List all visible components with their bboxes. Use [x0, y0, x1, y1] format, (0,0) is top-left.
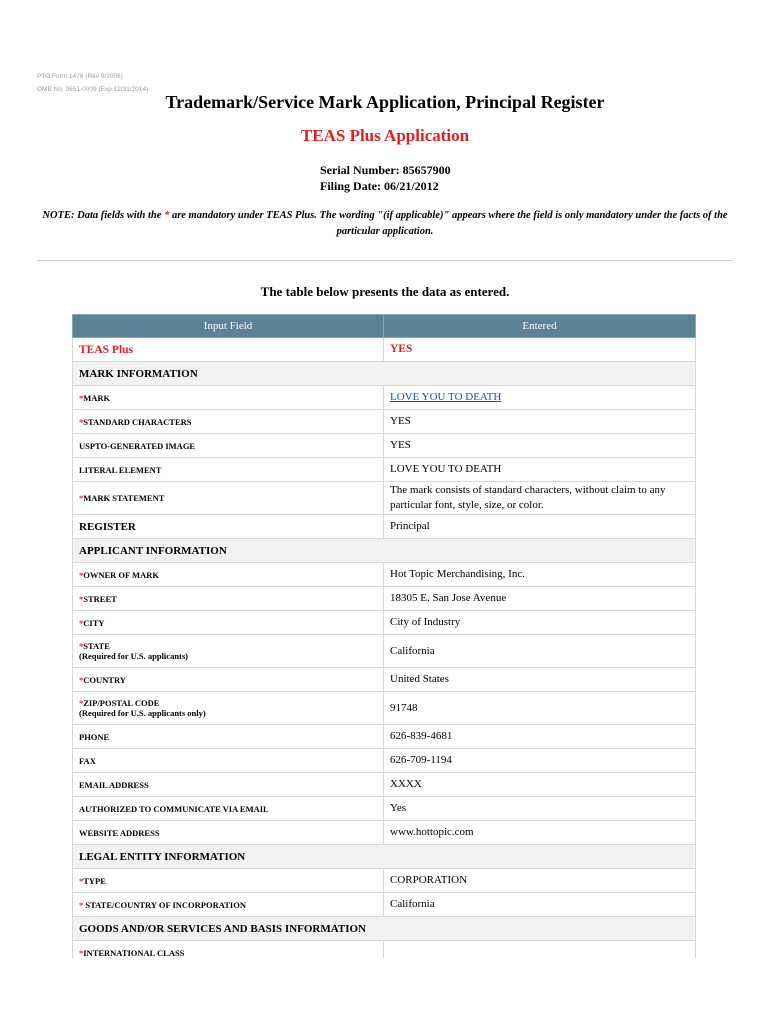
field-label-text: CITY [83, 617, 105, 628]
field-label [73, 410, 384, 434]
field-value [384, 386, 696, 410]
field-label-text: OWNER OF MARK [83, 569, 159, 580]
column-header-input-field: Input Field [73, 315, 384, 338]
field-label [73, 635, 384, 668]
field-label-text: STREET [83, 593, 117, 604]
required-star: * [79, 875, 84, 886]
application-data-table [72, 314, 696, 965]
table-row [73, 749, 696, 773]
section-title: LEGAL ENTITY INFORMATION [73, 845, 696, 869]
field-label [73, 386, 384, 410]
table-row [73, 611, 696, 635]
field-label: LITERAL ELEMENT [73, 458, 384, 482]
field-value: 18305 E. San Jose Avenue [384, 587, 696, 611]
table-row [73, 893, 696, 917]
table-row [73, 482, 696, 515]
table-row [73, 797, 696, 821]
field-value: YES [384, 410, 696, 434]
field-value: 626-839-4681 [384, 725, 696, 749]
table-row [73, 668, 696, 692]
field-label-text: INTERNATIONAL CLASS [83, 947, 185, 958]
table-row [73, 338, 696, 362]
field-value: LOVE YOU TO DEATH [384, 458, 696, 482]
divider [37, 260, 733, 261]
table-row [73, 773, 696, 797]
field-value: California [384, 635, 696, 668]
required-star: * [79, 674, 84, 685]
note-suffix: are mandatory under TEAS Plus. The wording "(if applicable)" appears where the field is only mandatory under the facts of the particular application. [169, 210, 728, 237]
section-mark-information [73, 362, 696, 386]
field-value: www.hottopic.com [384, 821, 696, 845]
field-value: City of Industry [384, 611, 696, 635]
field-value: Yes [384, 797, 696, 821]
note-star: * [164, 210, 170, 221]
field-sublabel: (Required for U.S. applicants) [79, 651, 189, 661]
field-label-text: STANDARD CHARACTERS [83, 416, 192, 427]
field-label [73, 482, 384, 515]
field-label-text: MARK [83, 392, 111, 403]
field-value: CORPORATION [384, 869, 696, 893]
column-header-entered: Entered [384, 315, 696, 338]
section-title: MARK INFORMATION [73, 362, 696, 386]
field-label [73, 587, 384, 611]
field-label [73, 869, 384, 893]
field-sublabel: (Required for U.S. applicants only) [79, 708, 206, 718]
omb-number: OMB No. 0651-0009 (Exp 12/31/2014) [37, 86, 149, 93]
teas-plus-value: YES [384, 338, 696, 362]
required-star: * [79, 493, 84, 503]
field-value: Principal [384, 515, 696, 539]
required-star: * [79, 392, 84, 403]
field-label: FAX [73, 749, 384, 773]
table-row [73, 515, 696, 539]
mark-link[interactable]: LOVE YOU TO DEATH [390, 391, 502, 403]
filing-date: Filing Date: 06/21/2012 [320, 179, 439, 193]
note-prefix: NOTE: Data fields with the [42, 210, 165, 221]
table-row [73, 458, 696, 482]
required-star: * [79, 569, 84, 580]
field-label [73, 668, 384, 692]
section-title: APPLICANT INFORMATION [73, 539, 696, 563]
teas-plus-label: TEAS Plus [73, 338, 384, 362]
field-label: AUTHORIZED TO COMMUNICATE VIA EMAIL [73, 797, 384, 821]
field-label: REGISTER [73, 515, 384, 539]
table-row [73, 563, 696, 587]
table-row [73, 434, 696, 458]
section-applicant-information [73, 539, 696, 563]
field-label-text: STATE/COUNTRY OF INCORPORATION [83, 899, 246, 910]
field-label-text: TYPE [83, 875, 106, 886]
required-star: * [79, 593, 84, 604]
table-row [73, 821, 696, 845]
serial-number: Serial Number: 85657900 [320, 163, 451, 177]
table-row [73, 410, 696, 434]
section-goods-services-information [73, 917, 696, 941]
field-label-text: STATE [83, 641, 110, 651]
field-value: Hot Topic Merchandising, Inc. [384, 563, 696, 587]
form-number: PTO Form 1478 (Rev 9/2006) [37, 73, 123, 80]
field-label [73, 893, 384, 917]
required-star: * [79, 416, 84, 427]
field-value: The mark consists of standard characters, without claim to any particular font, style, size, or color. [384, 482, 696, 515]
field-label-text: ZIP/POSTAL CODE [83, 698, 160, 708]
field-value: California [384, 893, 696, 917]
table-row [73, 635, 696, 668]
table-caption: The table below presents the data as entered. [260, 284, 510, 299]
field-value: United States [384, 668, 696, 692]
page-subtitle: TEAS Plus Application [300, 126, 470, 145]
required-star: * [79, 617, 84, 628]
required-star: * [79, 899, 84, 910]
field-value: 91748 [384, 692, 696, 725]
required-star: * [79, 641, 84, 651]
field-label [73, 692, 384, 725]
required-star: * [79, 698, 84, 708]
field-value: 626-709-1194 [384, 749, 696, 773]
field-label-text: COUNTRY [83, 674, 126, 685]
table-row [73, 386, 696, 410]
table-row [73, 869, 696, 893]
field-label: WEBSITE ADDRESS [73, 821, 384, 845]
page-cutoff [72, 958, 696, 1024]
field-label: PHONE [73, 725, 384, 749]
serial-block [320, 162, 451, 194]
table-header-row [73, 315, 696, 338]
field-label-text: MARK STATEMENT [83, 493, 165, 503]
table-row [73, 692, 696, 725]
section-title: GOODS AND/OR SERVICES AND BASIS INFORMATION [73, 917, 696, 941]
field-label: USPTO-GENERATED IMAGE [73, 434, 384, 458]
required-star: * [79, 947, 84, 958]
page-title: Trademark/Service Mark Application, Principal Register [165, 92, 605, 112]
field-label: EMAIL ADDRESS [73, 773, 384, 797]
field-value: YES [384, 434, 696, 458]
table-row [73, 725, 696, 749]
table-row [73, 587, 696, 611]
field-label [73, 563, 384, 587]
field-label [73, 611, 384, 635]
mandatory-note [40, 208, 730, 240]
section-legal-entity-information [73, 845, 696, 869]
field-value: XXXX [384, 773, 696, 797]
